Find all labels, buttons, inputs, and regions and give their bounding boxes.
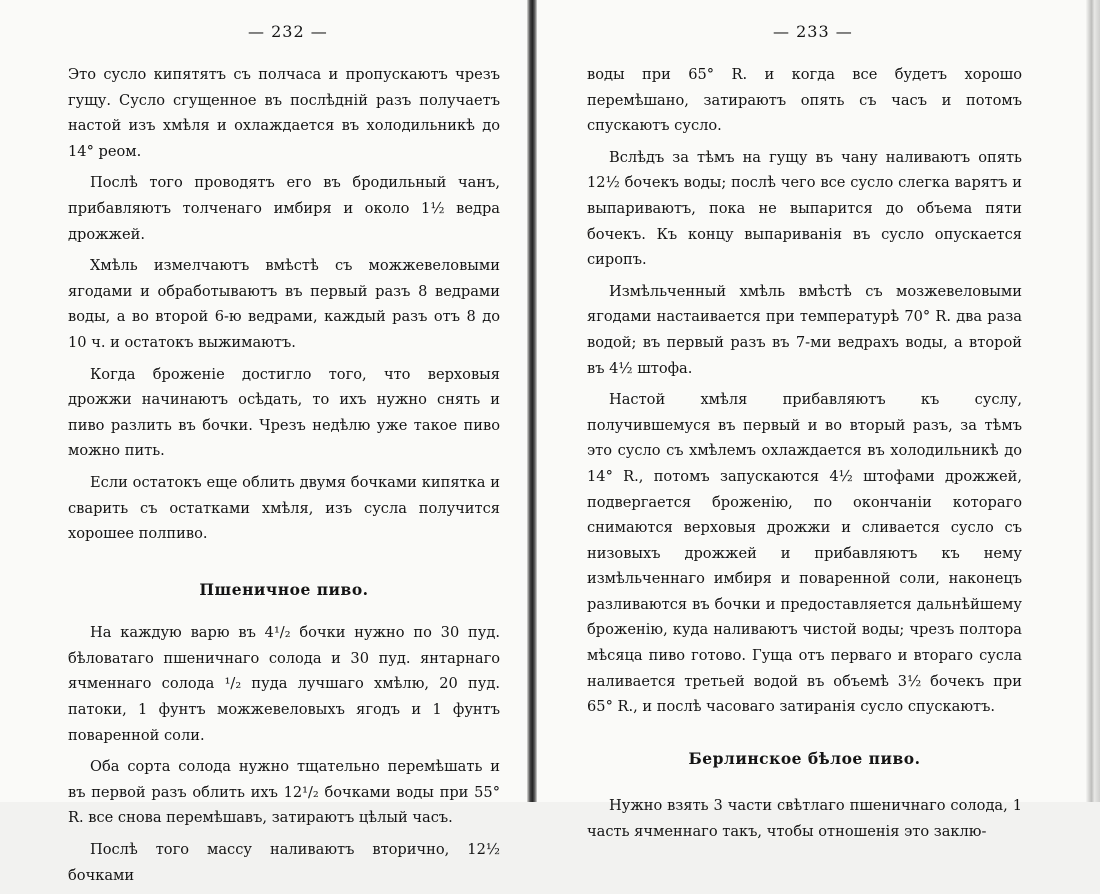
paragraph: Послѣ того проводятъ его въ бродильный чанъ, прибавляютъ толченаго имбиря и около 1½ ведра дрожжей. — [68, 174, 500, 243]
paragraph: воды при 65° R. и когда все будетъ хорошо перемѣшано, затираютъ опять съ часъ и потомъ спускаютъ сусло. — [587, 66, 1022, 135]
paragraph: Послѣ того массу наливаютъ вторично, 12½ бочками — [68, 841, 500, 884]
section-heading: Берлинское бѣлое пиво. — [688, 748, 921, 768]
paragraph: Это сусло кипятятъ съ полчаса и пропускаютъ чрезъ гущу. Сусло сгущенное въ послѣдній разъ получаетъ настой изъ хмѣля и охлаждается въ холодильникѣ до 14° реом. — [68, 66, 500, 160]
paragraph: На каждую варю въ 4¹/₂ бочки нужно по 30 пуд. бѣловатаго пшеничнаго солода и 30 пуд. янтарнаго ячменнаго солода ¹/₂ пуда лучшаго хмѣлю, 20 пуд. патоки, 1 фунтъ можжевеловыхъ ягодъ и 1 фунтъ поваренной соли. — [68, 624, 500, 744]
page-number: — 233 — — [773, 22, 853, 41]
paragraph: Хмѣль измелчаютъ вмѣстѣ съ можжевеловыми ягодами и обработываютъ въ первый разъ 8 ведрами воды, а во второй 6-ю ведрами, каждый разъ отъ 8 до 10 ч. и остатокъ выжимаютъ. — [68, 257, 500, 351]
left-page-text — [68, 62, 500, 894]
paragraph: Вслѣдъ за тѣмъ на гущу въ чану наливаютъ опять 12½ бочекъ воды; послѣ чего все сусло слегка варятъ и выпариваютъ, пока не выпарится до объема пяти бочекъ. Къ концу выпариванія въ сусло опускается сиропъ. — [587, 148, 1022, 269]
right-page-text — [587, 62, 1022, 851]
paragraph: Настой хмѣля прибавляютъ къ суслу, получившемуся въ первый и во вторый разъ, за тѣмъ это сусло съ хмѣлемъ охлаждается въ холодильникѣ до 14° R., потомъ запускаются 4½ штофами дрожжей, подвергается броженію, по окончаніи котораго снимаются верховыя дрожжи и сливается сусло съ низовыхъ дрожжей и прибавляютъ къ нему измѣльченнаго имбиря и поваренной соли, наконецъ разливаются въ бочки и предоставляется дальнѣйшему броженію, куда наливаютъ чистой воды; чрезъ полтора мѣсяца пиво готово. Гуща отъ перваго и втораго сусла наливается третьей водой въ объемѣ 3½ бочекъ при 65° R., и послѣ часоваго затиранія сусло спускаютъ. — [587, 391, 1022, 716]
left-page — [0, 0, 527, 884]
page-number: — 232 — — [248, 22, 328, 41]
page-edge — [1086, 0, 1100, 802]
book-gutter — [527, 0, 537, 802]
paragraph: Оба сорта солода нужно тщательно перемѣшать и въ первой разъ облить ихъ 12¹/₂ бочками воды при 55° R. все снова перемѣшавъ, затираютъ цѣлый часъ. — [68, 758, 500, 827]
paragraph: Нужно взять 3 части свѣтлаго пшеничнаго солода, 1 часть ячменнаго такъ, чтобы отношенія это заклю- — [587, 797, 1022, 841]
paragraph: Когда броженіе достигло того, что верховыя дрожжи начинаютъ осѣдать, то ихъ нужно снять и пиво разлить въ бочки. Чрезъ недѣлю уже такое пиво можно пить. — [68, 365, 500, 460]
right-page — [537, 0, 1100, 841]
section-heading: Пшеничное пиво. — [199, 579, 369, 599]
paragraph: Измѣльченный хмѣль вмѣстѣ съ мозжевеловыми ягодами настаивается при температурѣ 70° R. два раза водой; въ первый разъ въ 7-ми ведрахъ воды, а второй въ 4½ штофа. — [587, 282, 1022, 377]
paragraph: Если остатокъ еще облить двумя бочками кипятка и сварить съ остатками хмѣля, изъ сусла получится хорошее полпиво. — [68, 473, 500, 543]
